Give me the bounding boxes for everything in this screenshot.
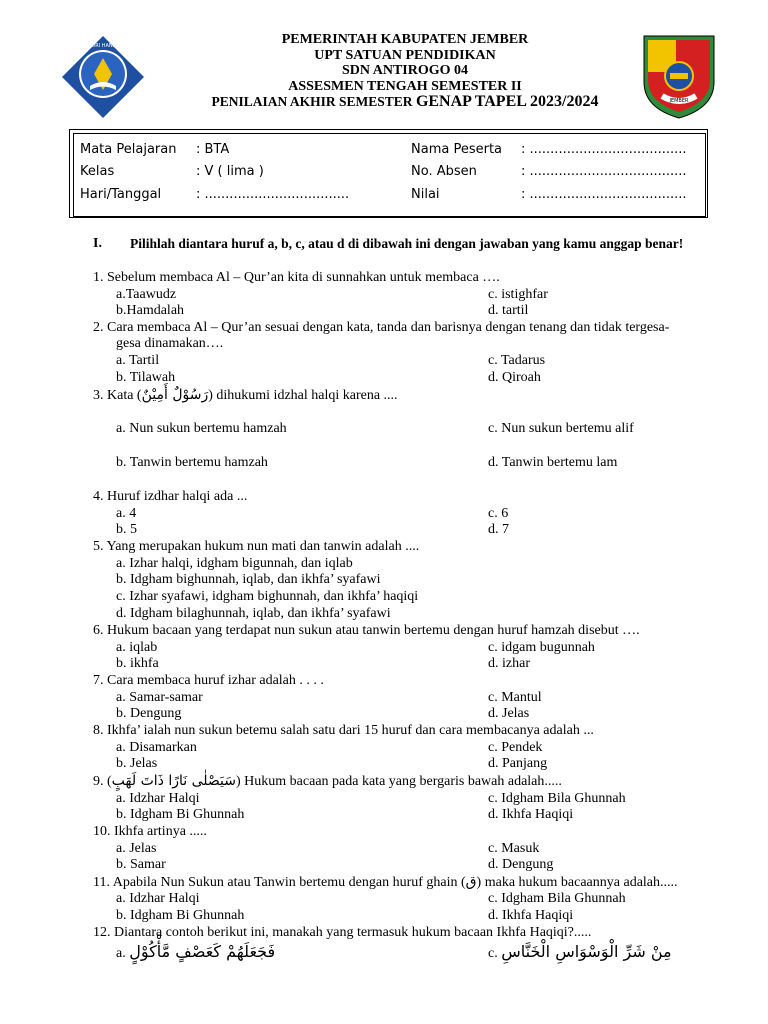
q8-option-c: c. Pendek (488, 740, 543, 755)
subject-value: : BTA (196, 142, 230, 157)
absen-label: No. Absen (411, 164, 477, 179)
question-10: 10. Ikhfa artinya ..... (93, 824, 207, 839)
class-value: : V ( lima ) (196, 164, 264, 179)
q12c-arabic: مِنْ شَرِّ الْوَسْوَاسِ الْخَنَّاسِ (501, 942, 672, 961)
question-2: 2. Cara membaca Al – Qur’an sesuai dengan kata, tanda dan barisnya dengan tenang dan tidak tergesa- (93, 320, 670, 335)
day-date-field[interactable]: : ................................... (196, 187, 350, 202)
q10-option-b: b. Samar (116, 857, 166, 872)
q9-option-a: a. Idzhar Halqi (116, 791, 200, 806)
name-field[interactable]: : ...................................... (521, 142, 687, 157)
q4-option-c: c. 6 (488, 506, 509, 521)
q7-option-b: b. Dengung (116, 706, 182, 721)
header-line-1: PEMERINTAH KABUPATEN JEMBER (281, 32, 529, 47)
q9-option-c: c. Idgham Bila Ghunnah (488, 791, 626, 806)
q9-option-d: d. Ikhfa Haqiqi (488, 807, 574, 822)
header-line-3: SDN ANTIROGO 04 (341, 63, 469, 78)
q6-option-c: c. idgam bugunnah (488, 640, 595, 655)
question-5: 5. Yang merupakan hukum nun mati dan tanwin adalah .... (93, 539, 420, 554)
q2-option-d: d. Qiroah (488, 370, 541, 385)
question-4: 4. Huruf izdhar halqi ada ... (93, 489, 248, 504)
question-3 (93, 387, 398, 404)
q1-option-d: d. tartil (488, 303, 529, 318)
q7-option-c: c. Mantul (488, 690, 542, 705)
q4-option-d: d. 7 (488, 522, 509, 537)
q8-option-a: a. Disamarkan (116, 740, 197, 755)
q12-option-a (116, 944, 275, 962)
q10-option-c: c. Masuk (488, 841, 540, 856)
q6-option-a: a. iqlab (116, 640, 158, 655)
q11-suffix: ) maka hukum bacaannya adalah..... (476, 875, 678, 890)
q6-option-d: d. izhar (488, 656, 530, 671)
q1-option-b: b.Hamdalah (116, 303, 185, 318)
q2-option-b: b. Tilawah (116, 370, 176, 385)
q5-option-c: c. Izhar syafawi, idgham bighunnah, dan ikhfa’ haqiqi (116, 589, 419, 604)
q10-option-a: a. Jelas (116, 841, 157, 856)
q9-prefix: 9. ( (93, 774, 112, 789)
q11-arabic: ق (465, 874, 477, 890)
question-11 (93, 874, 678, 891)
q3-arabic: رَسُوْلٌ أَمِيْنٌ (141, 387, 209, 403)
q6-option-b: b. ikhfa (116, 656, 159, 671)
q5-option-b: b. Idgham bighunnah, iqlab, dan ikhfa’ syafawi (116, 572, 381, 587)
question-1: 1. Sebelum membaca Al – Qur’an kita di sunnahkan untuk membaca …. (93, 270, 500, 285)
q3-option-a: a. Nun sukun bertemu hamzah (116, 421, 287, 436)
header-line-2: UPT SATUAN PENDIDIKAN (314, 47, 496, 63)
question-8: 8. Ikhfa’ ialah nun sukun betemu salah satu dari 15 huruf dan cara membacanya adalah ... (93, 723, 594, 738)
q7-option-d: d. Jelas (488, 706, 530, 721)
header-line-5 (160, 94, 650, 110)
section-number: I. (93, 236, 102, 251)
q4-option-b: b. 5 (116, 522, 137, 537)
q11-option-a: a. Idzhar Halqi (116, 891, 200, 906)
score-field[interactable]: : ...................................... (521, 187, 687, 202)
q9-suffix: ) Hukum bacaan pada kata yang bergaris bawah adalah..... (236, 774, 562, 789)
q9-option-b: b. Idgham Bi Ghunnah (116, 807, 245, 822)
q1-option-a: a.Taawudz (116, 287, 177, 302)
jember-regency-logo (640, 32, 718, 120)
absen-field[interactable]: : ...................................... (521, 164, 687, 179)
logo-right-text: JEMBER (669, 98, 689, 104)
question-12: 12. Diantara contoh berikut ini, manakah yang termasuk hukum bacaan Ikhfa Haqiqi?..... (93, 925, 592, 940)
question-9 (93, 773, 562, 790)
q5-option-d: d. Idgham bilaghunnah, iqlab, dan ikhfa’ syafawi (116, 606, 391, 621)
q3-suffix: ) dihukumi idzhal halqi karena .... (208, 388, 398, 403)
q11-option-c: c. Idgham Bila Ghunnah (488, 891, 626, 906)
q3-option-b: b. Tanwin bertemu hamzah (116, 455, 268, 470)
question-2-cont: gesa dinamakan…. (116, 336, 224, 351)
q11-prefix: 11. Apabila Nun Sukun atau Tanwin bertemu dengan huruf ghain ( (93, 875, 466, 890)
header-line-5-prefix: PENILAIAN AKHIR SEMESTER (211, 94, 413, 109)
tut-wuri-handayani-logo (60, 34, 146, 120)
q9-arabic: سَيَصْلٰى نَارًا ذَاتَ لَهَبٍ (111, 773, 237, 789)
q8-option-d: d. Panjang (488, 756, 548, 771)
section-title: Pilihlah diantara huruf a, b, c, atau d di dibawah ini dengan jawaban yang kamu anggap benar! (130, 236, 684, 251)
day-date-label: Hari/Tanggal (80, 187, 162, 202)
q8-option-b: b. Jelas (116, 756, 158, 771)
q12a-arabic: فَجَعَلَهُمْ كَعَصْفٍ مَّأْكُوْلٍ (129, 942, 276, 961)
header-line-5-big: GENAP TAPEL 2023/2024 (415, 93, 599, 110)
logo-left-text: TUT WURI HANDAYANI (75, 43, 131, 49)
letterhead (160, 32, 650, 110)
q12a-label: a. (116, 946, 126, 961)
q3-option-d: d. Tanwin bertemu lam (488, 455, 618, 470)
q3-option-c: c. Nun sukun bertemu alif (488, 421, 634, 436)
q12-option-c (488, 944, 672, 962)
q2-option-a: a. Tartil (116, 353, 160, 368)
q5-option-a: a. Izhar halqi, idgham bigunnah, dan iqlab (116, 556, 353, 571)
score-label: Nilai (411, 187, 440, 202)
q11-option-b: b. Idgham Bi Ghunnah (116, 908, 245, 923)
q10-option-d: d. Dengung (488, 857, 554, 872)
q4-option-a: a. 4 (116, 506, 137, 521)
name-label: Nama Peserta (411, 142, 503, 157)
class-label: Kelas (80, 164, 115, 179)
q11-option-d: d. Ikhfa Haqiqi (488, 908, 574, 923)
subject-label: Mata Pelajaran (80, 142, 177, 157)
q1-option-c: c. istighfar (488, 287, 548, 302)
q12c-label: c. (488, 946, 498, 961)
q2-option-c: c. Tadarus (488, 353, 546, 368)
q3-prefix: 3. Kata ( (93, 388, 142, 403)
question-7: 7. Cara membaca huruf izhar adalah . . . . (93, 673, 324, 688)
question-6: 6. Hukum bacaan yang terdapat nun sukun atau tanwin bertemu dengan huruf hamzah disebut …. (93, 623, 640, 638)
header-line-4: ASSESMEN TENGAH SEMESTER II (288, 78, 522, 94)
q7-option-a: a. Samar-samar (116, 690, 203, 705)
